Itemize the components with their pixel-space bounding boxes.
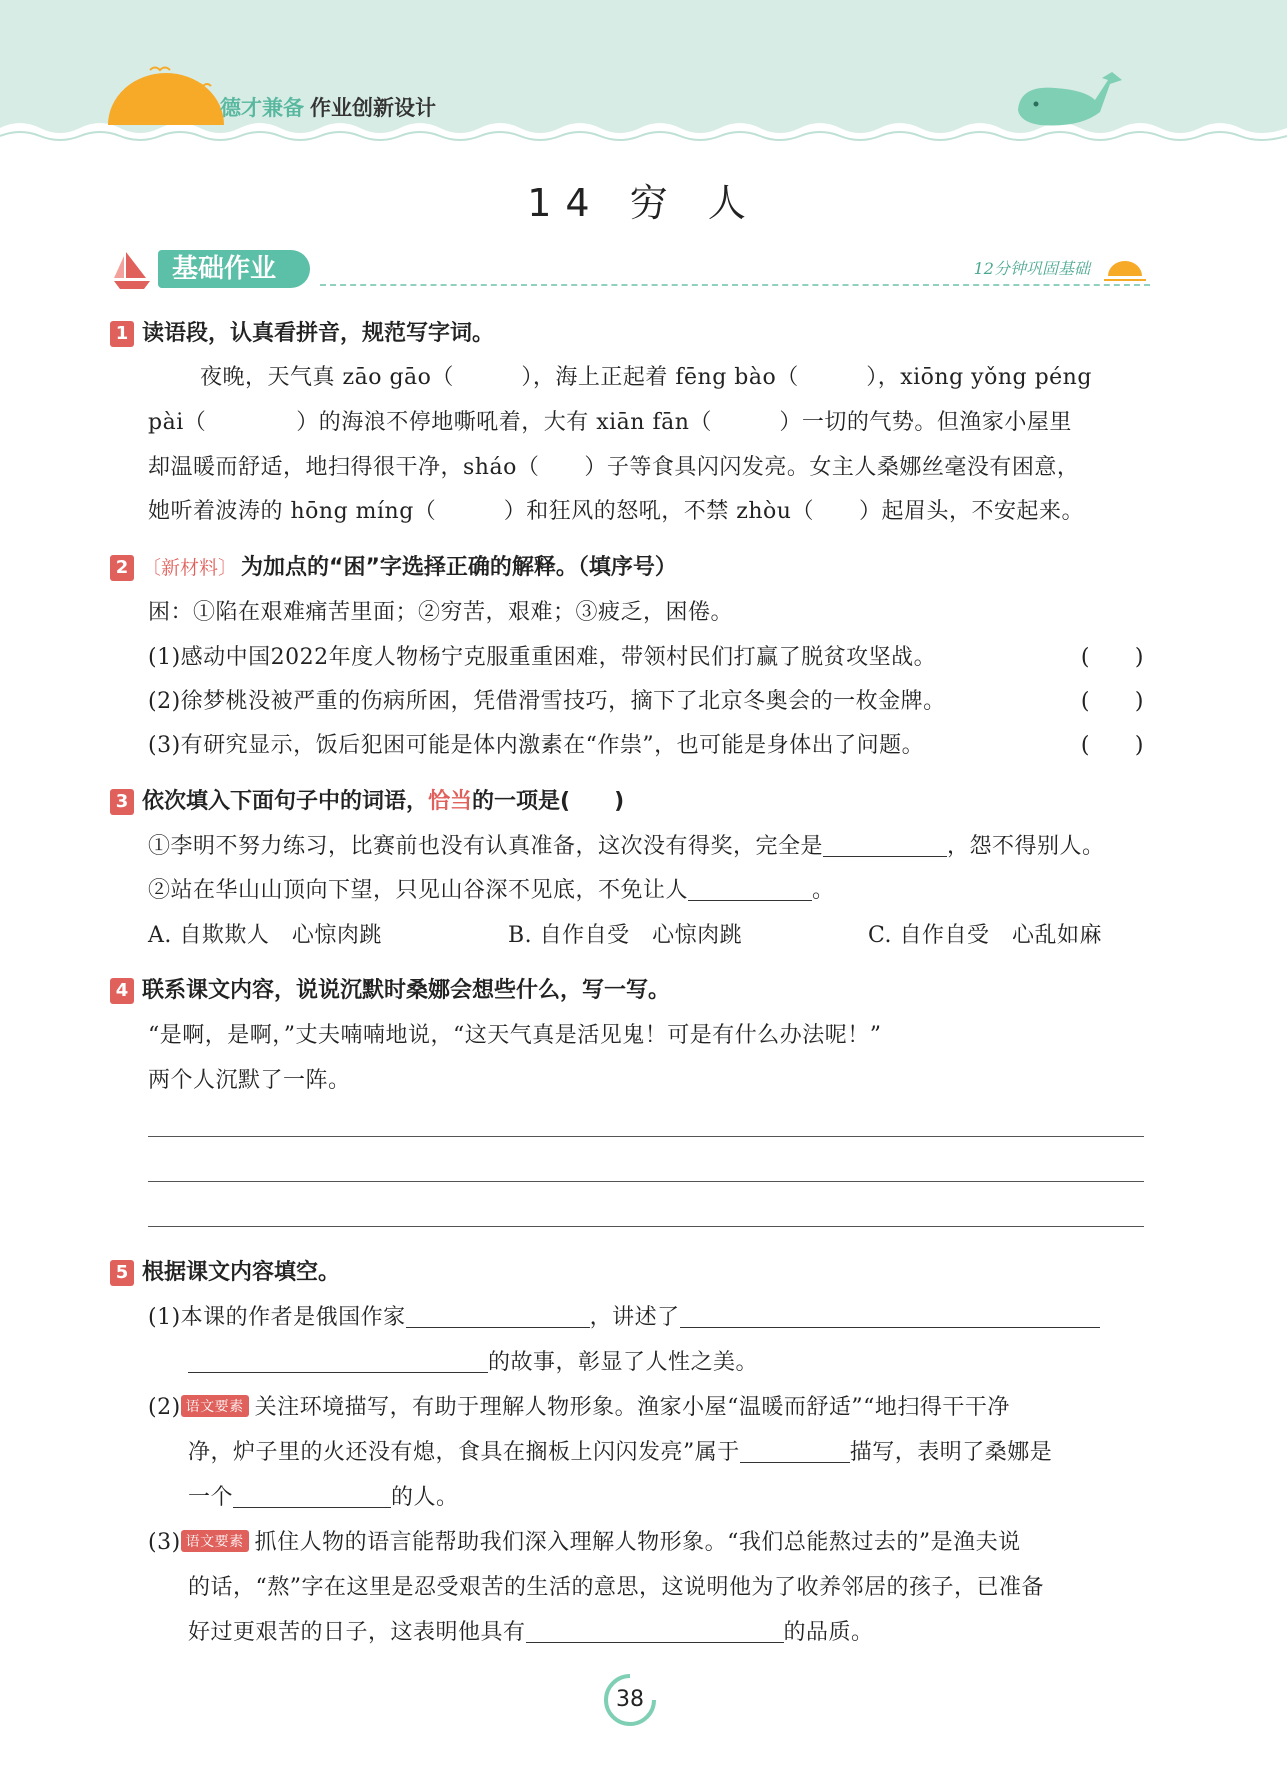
question-4-heading xyxy=(110,973,670,1004)
q2-definition: 困：①陷在艰难痛苦里面；②穷苦，艰难；③疲乏，困倦。 xyxy=(148,600,734,625)
sentence-text: 好过更艰苦的日子，这表明他具有 xyxy=(188,1620,526,1645)
q5-part-2-line-3 xyxy=(188,1480,1144,1511)
part-label: (2) xyxy=(148,1395,181,1420)
sentence-text: 关注环境描写，有助于理解人物形象。渔家小屋“温暖而舒适”“地扫得干干净 xyxy=(254,1395,1010,1420)
sunset-icon xyxy=(1100,252,1150,286)
page-header xyxy=(0,0,1287,150)
q1-line-1: 夜晚，天气真 zāo gāo（ ），海上正起着 fēng bào（ ），xiōng yǒng péng xyxy=(200,365,1092,390)
question-1-heading xyxy=(110,316,494,347)
q4-quote: “是啊，是啊，”丈夫喃喃地说，“这天气真是活见鬼！可是有什么办法呢！” xyxy=(148,1023,882,1048)
question-instruction: 读语段，认真看拼音，规范写字词。 xyxy=(142,321,495,346)
brand xyxy=(220,92,436,122)
fill-blank[interactable] xyxy=(406,1303,590,1328)
question-instruction: 联系课文内容，说说沉默时桑娜会想些什么，写一写。 xyxy=(142,978,671,1003)
q5-part-3-line-1 xyxy=(148,1525,1144,1556)
page-number: 38 xyxy=(616,1687,644,1712)
sentence-text: 的故事，彰显了人性之美。 xyxy=(488,1350,759,1375)
question-instruction-end: 的一项是( ) xyxy=(472,789,625,814)
q2-item-3 xyxy=(148,728,1144,759)
question-instruction: 根据课文内容填空。 xyxy=(142,1260,341,1285)
fill-blank[interactable] xyxy=(188,1348,488,1373)
q1-line-2: pài（ ）的海浪不停地嘶吼着，大有 xiān fān（ ）一切的气势。但渔家小屋里 xyxy=(148,410,1072,435)
question-number: 1 xyxy=(110,321,134,347)
item-text: (2)徐梦桃没被严重的伤病所困，凭借滑雪技巧，摘下了北京冬奥会的一枚金牌。 xyxy=(148,689,946,714)
fill-blank[interactable] xyxy=(680,1303,1100,1328)
sentence-text: ①李明不努力练习，比赛前也没有认真准备，这次没有得奖，完全是 xyxy=(148,834,824,859)
q5-part-2-line-1 xyxy=(148,1390,1144,1421)
section-divider xyxy=(320,284,1150,286)
question-number: 4 xyxy=(110,978,134,1004)
q1-line-4: 她听着波涛的 hōng míng（ ）和狂风的怒吼，不禁 zhòu（ ）起眉头，不安起来。 xyxy=(148,499,1084,524)
brand-sub: 作业创新设计 xyxy=(310,96,436,120)
section-bar xyxy=(110,248,1150,292)
option-a[interactable]: A. 自欺欺人 心惊肉跳 xyxy=(148,923,382,948)
q2-item-2 xyxy=(148,684,1144,715)
question-2-heading xyxy=(110,550,677,581)
q5-part-2-line-2 xyxy=(188,1435,1144,1466)
sentence-text: 的品质。 xyxy=(783,1620,874,1645)
q5-part-1-line-1 xyxy=(148,1300,1144,1331)
fill-blank[interactable] xyxy=(688,876,812,901)
page-title: 14 穷 人 xyxy=(527,181,760,225)
fill-blank[interactable] xyxy=(526,1618,784,1643)
answer-blank[interactable]: ( ) xyxy=(1080,645,1144,670)
sentence-text: 。 xyxy=(812,878,835,903)
sun-icon xyxy=(108,73,224,125)
q3-sentence-1 xyxy=(148,829,1144,860)
fill-blank[interactable] xyxy=(823,832,947,857)
question-number: 5 xyxy=(110,1260,134,1286)
answer-blank[interactable]: ( ) xyxy=(1080,689,1144,714)
question-number: 2 xyxy=(110,555,134,581)
item-text: (1)感动中国2022年度人物杨宁克服重重困难，带领村民们打赢了脱贫攻坚战。 xyxy=(148,645,937,670)
new-material-tag: 〔新材料〕 xyxy=(142,557,238,579)
sailboat-icon xyxy=(112,248,152,292)
answer-blank[interactable]: ( ) xyxy=(1080,733,1144,758)
writing-line[interactable] xyxy=(148,1136,1144,1137)
section-label: 基础作业 xyxy=(158,250,310,288)
q3-sentence-2 xyxy=(148,873,1144,904)
item-text: (3)有研究显示，饭后犯困可能是体内激素在“作祟”，也可能是身体出了问题。 xyxy=(148,733,925,758)
brand-main: 德才兼备 xyxy=(220,96,304,120)
writing-line[interactable] xyxy=(148,1226,1144,1227)
q5-part-3-line-3 xyxy=(188,1615,1144,1646)
sentence-text: (1)本课的作者是俄国作家 xyxy=(148,1305,406,1330)
sentence-text: 抓住人物的语言能帮助我们深入理解人物形象。“我们总能熬过去的”是渔夫说 xyxy=(254,1530,1021,1555)
fill-blank[interactable] xyxy=(740,1438,850,1463)
sentence-text: 净，炉子里的火还没有熄，食具在搁板上闪闪发亮”属于 xyxy=(188,1440,740,1465)
q5-part-1-line-2 xyxy=(188,1345,1144,1376)
whale-icon xyxy=(1018,72,1122,125)
fill-blank[interactable] xyxy=(233,1483,391,1508)
option-c[interactable]: C. 自作自受 心乱如麻 xyxy=(868,923,1103,948)
q1-line-3: 却温暖而舒适，地扫得很干净，sháo（ ）子等食具闪闪发亮。女主人桑娜丝毫没有困意， xyxy=(148,455,1080,480)
question-3-heading xyxy=(110,784,624,815)
sentence-text: 一个 xyxy=(188,1485,234,1510)
part-label: (3) xyxy=(148,1530,181,1555)
section-note: 12分钟巩固基础 xyxy=(973,259,1090,278)
sentence-text: ，讲述了 xyxy=(589,1305,680,1330)
sentence-text: ，怨不得别人。 xyxy=(947,834,1105,859)
sentence-text: 的人。 xyxy=(391,1485,459,1510)
question-instruction: 依次填入下面句子中的词语， xyxy=(142,789,429,814)
sentence-text: 描写，表明了桑娜是 xyxy=(849,1440,1053,1465)
option-b[interactable]: B. 自作自受 心惊肉跳 xyxy=(508,923,743,948)
header-decoration xyxy=(0,0,1287,150)
q2-item-1 xyxy=(148,640,1144,671)
question-5-heading xyxy=(110,1255,340,1286)
q5-part-3-line-2: 的话，“熬”字在这里是忍受艰苦的生活的意思，这说明他为了收养邻居的孩子，已准备 xyxy=(188,1575,1044,1600)
question-number: 3 xyxy=(110,789,134,815)
question-emphasis: 恰当 xyxy=(428,789,473,814)
element-tag: 语文要素 xyxy=(181,1530,249,1552)
element-tag: 语文要素 xyxy=(181,1395,249,1417)
question-instruction: 为加点的“困”字选择正确的解释。（填序号） xyxy=(241,555,677,580)
sentence-text: ②站在华山山顶向下望，只见山谷深不见底，不免让人 xyxy=(148,878,689,903)
q4-line-2: 两个人沉默了一阵。 xyxy=(148,1068,351,1093)
writing-line[interactable] xyxy=(148,1181,1144,1182)
